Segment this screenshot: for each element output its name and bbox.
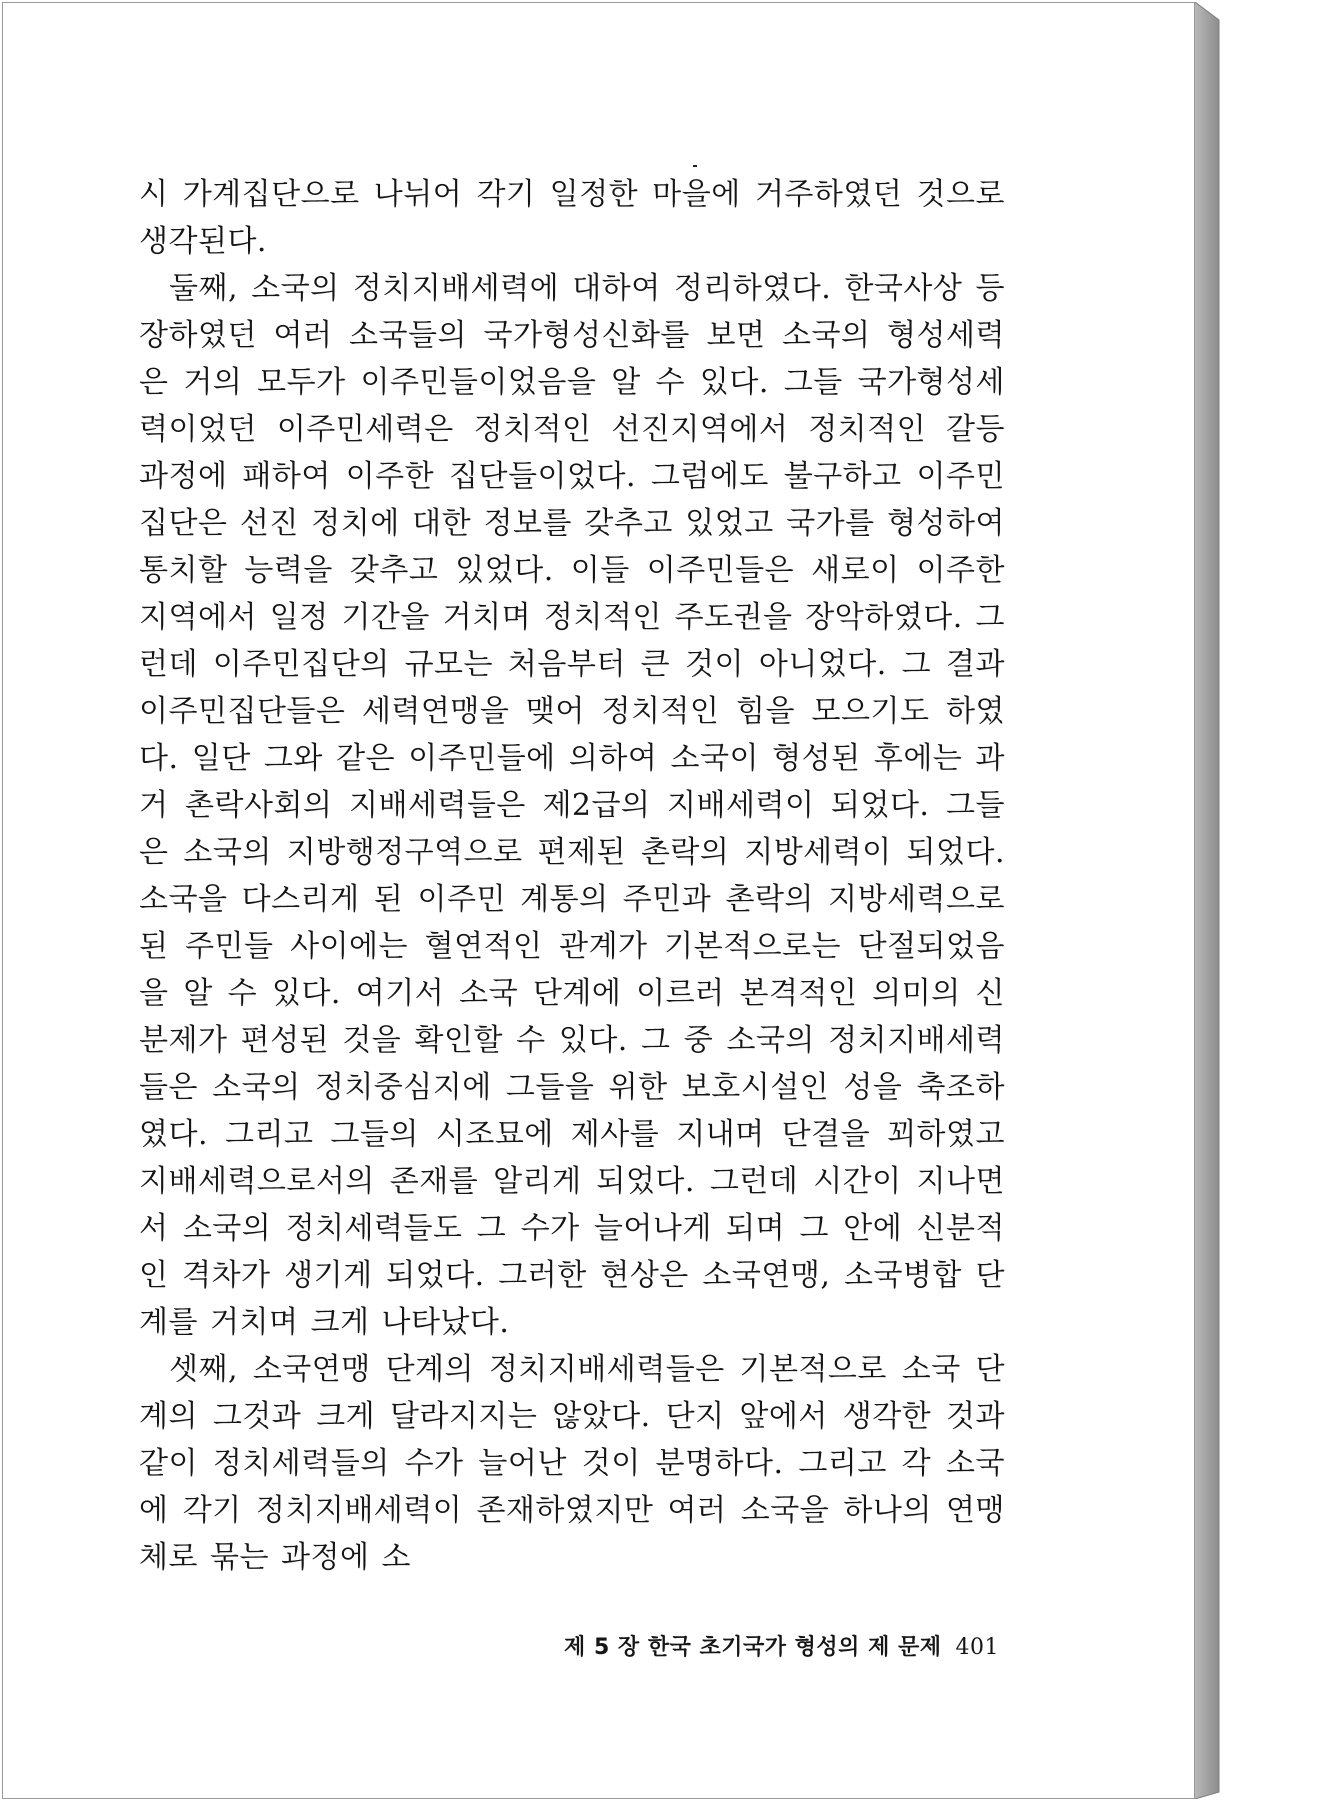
paragraph-second: 둘째, 소국의 정치지배세력에 대하여 정리하였다. 한국사상 등장하였던 여러 소국들의 국가형성신화를 보면 소국의 형성세력은 거의 모두가 이주민들이었음을 알 수 있다. 그들 국가형성세력이었던 이주민세력은 정치적인 선진지역에서 정치적인 갈등 과정에 패하여 이주한 집단들이었다. 그럼에도 불구하고 이주민집단은 선진 정치에 대한 정보를 갖추고 있었고 국가를 형성하여 통치할 능력을 갖추고 있었다. 이들 이주민들은 새로이 이주한 지역에서 일정 기간을 거치며 정치적인 주도권을 장악하였다. 그런데 이주민집단의 규모는 처음부터 큰 것이 아니었다. 그 결과 이주민집단들은 세력연맹을 맺어 정치적인 힘을 모으기도 하였다. 일단 그와 같은 이주민들에 의하여 소국이 형성된 후에는 과거 촌락사회의 지배세력들은 제2급의 지배세력이 되었다. 그들은 소국의 지방행정구역으로 편제된 촌락의 지방세력이 되었다. 소국을 다스리게 된 이주민 계통의 주민과 촌락의 지방세력으로 된 주민들 사이에는 혈연적인 관계가 기본적으로는 단절되었음을 알 수 있다. 여기서 소국 단계에 이르러 본격적인 의미의 신분제가 편성된 것을 확인할 수 있다. 그 중 소국의 정치지배세력들은 소국의 정치중심지에 그들을 위한 보호시설인 성을 축조하였다. 그리고 그들의 시조묘에 제사를 지내며 단결을 꾀하였고 지배세력으로서의 존재를 알리게 되었다. 그런데 시간이 지나면서 소국의 정치세력들도 그 수가 늘어나게 되며 그 안에 신분적인 격차가 생기게 되었다. 그러한 현상은 소국연맹, 소국병합 단계를 거치며 크게 나타났다. — [139, 271, 1005, 1340]
ink-speck — [693, 165, 697, 167]
running-footer — [564, 1630, 999, 1661]
page-edge-shadow — [1195, 2, 1229, 1799]
chapter-title: 제 5 장 한국 초기국가 형성의 제 문제 — [564, 1635, 942, 1660]
paragraph-third: 셋째, 소국연맹 단계의 정치지배세력들은 기본적으로 소국 단계의 그것과 크게 달라지지는 않았다. 단지 앞에서 생각한 것과 같이 정치세력들의 수가 늘어난 것이 분명하다. 그리고 각 소국에 각기 정치지배세력이 존재하였지만 여러 소국을 하나의 연맹체로 묶는 과정에 소 — [139, 1352, 1005, 1575]
page-sheet — [2, 2, 1195, 1799]
page-number: 401 — [955, 1635, 999, 1660]
paragraph-continued: 시 가계집단으로 나뉘어 각기 일정한 마을에 거주하였던 것으로 생각된다. — [139, 177, 1005, 259]
body-text — [139, 171, 1005, 1581]
